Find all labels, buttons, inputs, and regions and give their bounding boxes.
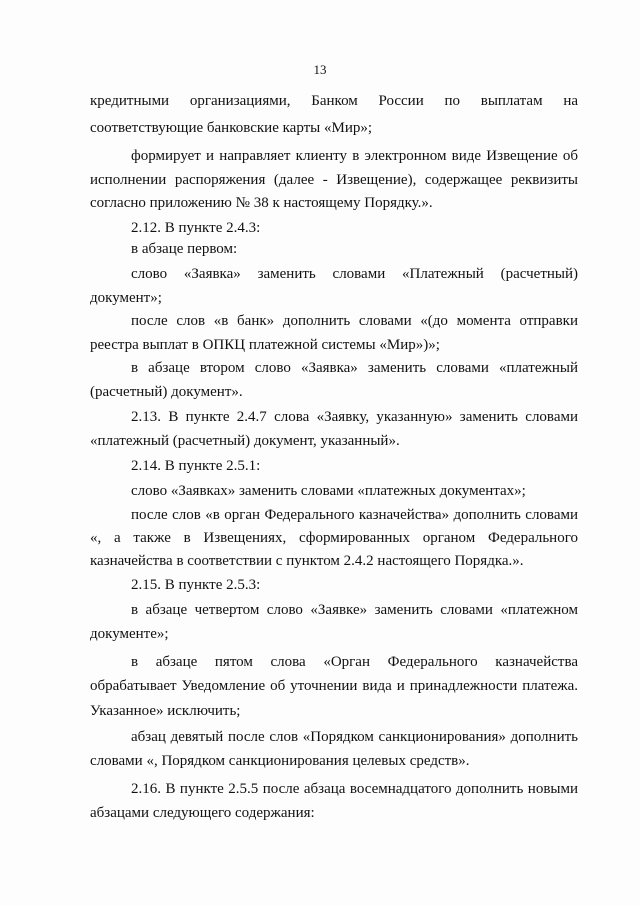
text-line: «платежный (расчетный) документ, указанный». [90, 433, 400, 449]
text-line: «, а также в Извещениях, сформированных органом Федерального [90, 530, 578, 546]
text-line: казначейства в соответствии с пунктом 2.4.2 настоящего Порядка.». [90, 553, 524, 569]
text-line: в абзаце втором слово «Заявка» заменить словами «платежный [131, 360, 578, 376]
text-line: кредитными организациями, Банком России по выплатам на [90, 93, 578, 109]
text-line: после слов «в банк» дополнить словами «(до момента отправки [131, 313, 578, 329]
text-line: 2.15. В пункте 2.5.3: [131, 577, 261, 593]
text-line: 2.16. В пункте 2.5.5 после абзаца восемнадцатого дополнить новыми [131, 781, 578, 797]
text-line: обрабатывает Уведомление об уточнении вида и принадлежности платежа. [90, 678, 578, 694]
text-line: (расчетный) документ». [90, 384, 243, 400]
text-line: в абзаце пятом слова «Орган Федерального казначейства [131, 654, 578, 670]
text-line: слово «Заявка» заменить словами «Платежный (расчетный) [131, 266, 578, 282]
page-number: 13 [313, 62, 327, 77]
text-line: реестра выплат в ОПКЦ платежной системы «Мир»)»; [90, 337, 440, 353]
text-line: формирует и направляет клиенту в электронном виде Извещение об [131, 148, 578, 164]
text-line: после слов «в орган Федерального казначейства» дополнить словами [131, 507, 578, 523]
text-line: словами «, Порядком санкционирования целевых средств». [90, 753, 470, 769]
text-line: согласно приложению № 38 к настоящему Порядку.». [90, 195, 433, 211]
text-line: Указанное» исключить; [90, 703, 241, 719]
text-line: 2.12. В пункте 2.4.3: [131, 220, 261, 236]
text-line: соответствующие банковские карты «Мир»; [90, 120, 373, 136]
text-line: в абзаце первом: [131, 241, 238, 257]
text-line: в абзаце четвертом слово «Заявке» заменить словами «платежном [131, 602, 578, 618]
text-line: 2.14. В пункте 2.5.1: [131, 458, 261, 474]
text-line: документе»; [90, 626, 169, 642]
text-line: слово «Заявках» заменить словами «платежных документах»; [131, 483, 526, 499]
text-line: документ»; [90, 290, 162, 306]
text-line: исполнении распоряжения (далее - Извещение), содержащее реквизиты [90, 172, 578, 188]
text-line: абзацами следующего содержания: [90, 805, 315, 821]
text-line: 2.13. В пункте 2.4.7 слова «Заявку, указанную» заменить словами [131, 409, 578, 425]
text-line: абзац девятый после слов «Порядком санкционирования» дополнить [131, 729, 578, 745]
